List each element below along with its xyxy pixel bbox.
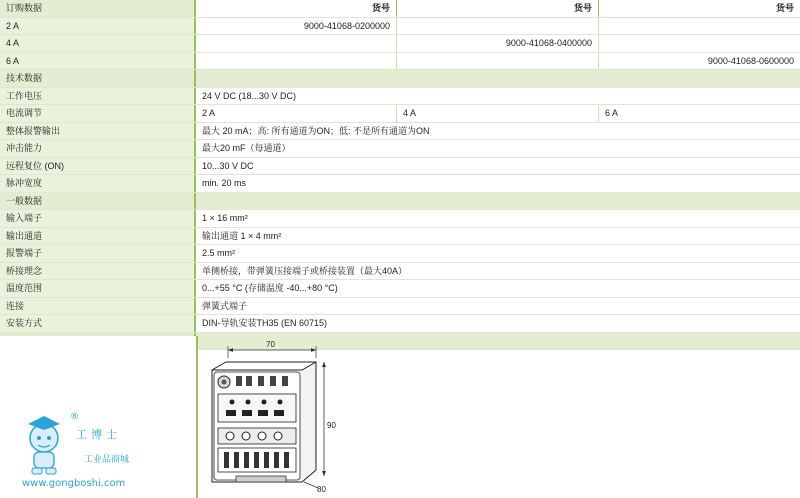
- spec-label: 电流调节: [0, 105, 196, 122]
- technical-title: 技术数据: [0, 70, 196, 87]
- spec-label: 整体报警输出: [0, 123, 196, 140]
- col-a-header: 货号: [196, 0, 396, 17]
- spec-row: [0, 315, 800, 333]
- spec-value: 2 A: [202, 108, 216, 118]
- order-row-label: 2 A: [0, 18, 196, 35]
- order-number: [196, 53, 396, 70]
- spec-label: 远程复位 (ON): [0, 158, 196, 175]
- general-title: 一般数据: [0, 193, 196, 210]
- spec-value: 输出通道 1 × 4 mm²: [202, 230, 282, 241]
- spec-row: [0, 263, 800, 281]
- dimension-drawing-area: [0, 336, 800, 498]
- spec-label: 报警端子: [0, 245, 196, 262]
- spec-value: 最大20 mF（每通道）: [202, 143, 291, 153]
- order-header-row: [0, 0, 800, 18]
- spec-row: [0, 175, 800, 193]
- spec-value: 单侧桥接，带弹簧压接端子或桥接装置（最大40A）: [202, 265, 408, 276]
- spec-value: 最大 20 mA；高: 所有通道为ON；低: 不是所有通道为ON: [202, 125, 430, 136]
- spec-label: 桥接理念: [0, 263, 196, 280]
- height-dimension-label: 90: [327, 421, 336, 430]
- watermark-brand: 工博士: [76, 428, 121, 441]
- order-number: 9000-41068-0400000: [396, 35, 598, 52]
- spec-row: [0, 88, 800, 106]
- order-number: [396, 53, 598, 70]
- section-fill: [196, 193, 800, 210]
- spec-value: 24 V DC (18...30 V DC): [202, 90, 297, 101]
- watermark-url: www.gongboshi.com: [22, 478, 126, 489]
- spec-label: 安装方式: [0, 315, 196, 332]
- spec-row: [0, 210, 800, 228]
- order-number: [598, 35, 800, 52]
- spec-value: 6 A: [598, 105, 800, 122]
- spec-label: 温度范围: [0, 280, 196, 297]
- module-dimension-drawing: [196, 336, 800, 498]
- order-row-label: 6 A: [0, 53, 196, 70]
- order-number: [396, 18, 598, 35]
- watermark-logo: [14, 414, 174, 494]
- order-row: [0, 35, 800, 53]
- spec-label: 脉冲宽度: [0, 175, 196, 192]
- spec-label: 冲击能力: [0, 140, 196, 157]
- spec-value: 10...30 V DC: [202, 160, 254, 171]
- spec-value: 4 A: [396, 105, 598, 122]
- spec-row: [0, 105, 800, 123]
- order-row: [0, 53, 800, 71]
- depth-dimension-label: 80: [317, 485, 326, 494]
- spec-row: [0, 123, 800, 141]
- section-fill: [196, 70, 800, 87]
- order-number: 9000-41068-0600000: [598, 53, 800, 70]
- spec-value: 1 × 16 mm²: [202, 213, 248, 223]
- spec-label: 输入端子: [0, 210, 196, 227]
- watermark-sub: 工业品商城: [84, 455, 130, 465]
- order-row: [0, 18, 800, 36]
- spec-value: 弹簧式端子: [202, 300, 248, 311]
- spec-value: 0...+55 °C (存储温度 -40...+80 °C): [202, 283, 338, 293]
- order-number: [196, 35, 396, 52]
- spec-value: DIN-导轨安装TH35 (EN 60715): [202, 318, 328, 328]
- general-section-header: [0, 193, 800, 211]
- spec-row: [0, 140, 800, 158]
- spec-label: 工作电压: [0, 88, 196, 105]
- spec-row: [0, 245, 800, 263]
- order-number: 9000-41068-0200000: [303, 20, 390, 31]
- order-row-label: 4 A: [0, 35, 196, 52]
- spec-row: [0, 280, 800, 298]
- order-number: [598, 18, 800, 35]
- spec-row: [0, 158, 800, 176]
- watermark-reg: ®: [70, 412, 79, 422]
- spec-value: 2.5 mm²: [202, 248, 236, 258]
- spec-row: [0, 228, 800, 246]
- width-dimension-label: 70: [266, 340, 275, 349]
- col-b-header: 货号: [396, 0, 598, 17]
- spec-label: 连接: [0, 298, 196, 315]
- technical-section-header: [0, 70, 800, 88]
- order-data-title: 订购数据: [0, 0, 196, 17]
- spec-label: 输出通道: [0, 228, 196, 245]
- spec-value: min. 20 ms: [202, 178, 247, 188]
- col-c-header: 货号: [598, 0, 800, 17]
- spec-row: [0, 298, 800, 316]
